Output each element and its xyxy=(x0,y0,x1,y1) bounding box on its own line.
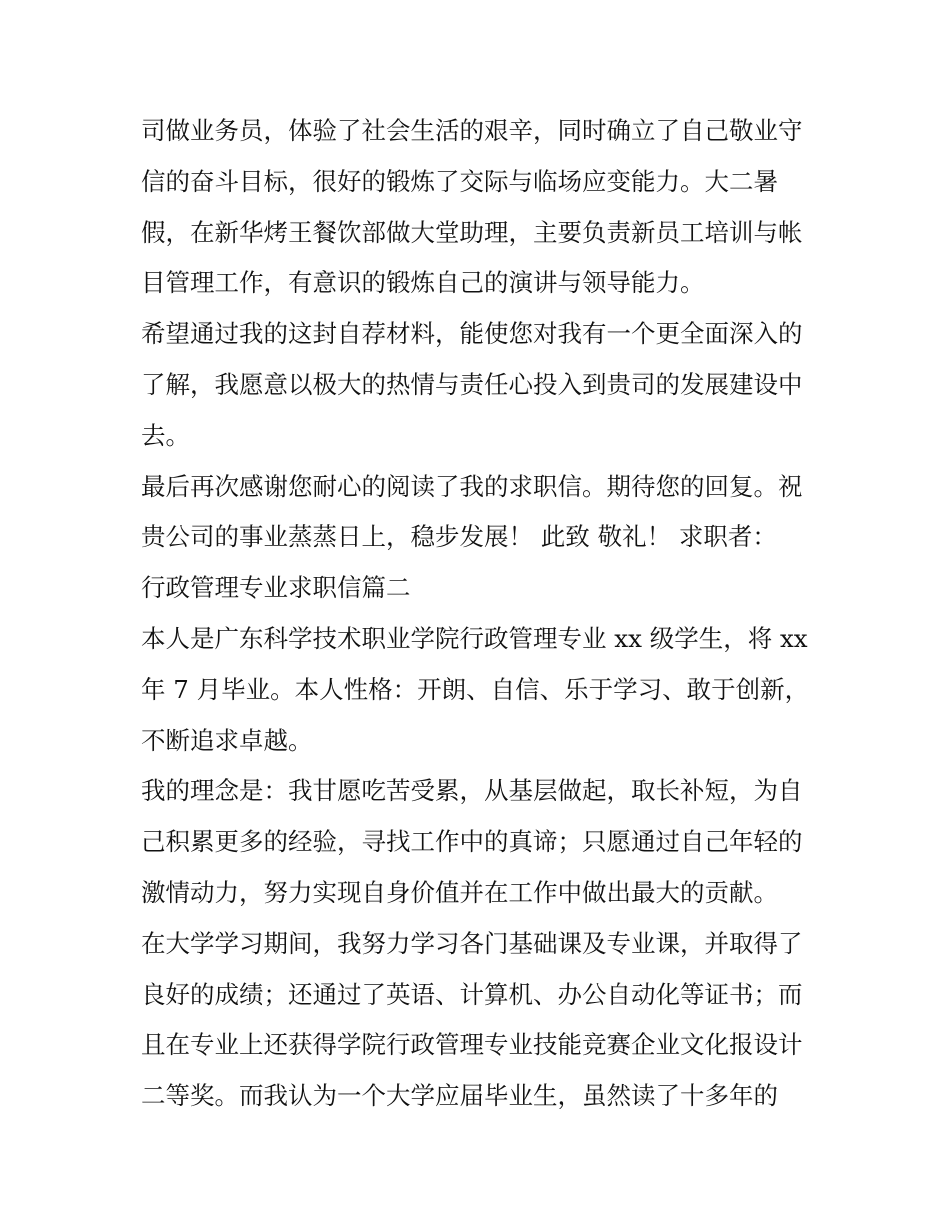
text-line: 希望通过我的这封自荐材料，能使您对我有一个更全面深入的 xyxy=(141,319,803,349)
text-line: 己积累更多的经验，寻找工作中的真谛；只愿通过自己年轻的 xyxy=(141,827,803,857)
text-line: 且在专业上还获得学院行政管理专业技能竞赛企业文化报设计 xyxy=(141,1030,803,1060)
text-line: 二等奖。而我认为一个大学应届毕业生，虽然读了十多年的 xyxy=(141,1081,778,1111)
text-line: 信的奋斗目标，很好的锻炼了交际与临场应变能力。大二暑 xyxy=(141,166,778,196)
text-line: 在大学学习期间，我努力学习各门基础课及专业课，并取得了 xyxy=(141,928,803,958)
document-body xyxy=(141,106,813,1122)
text-line: 贵公司的事业蒸蒸日上，稳步发展！ 此致 敬礼！ 求职者： xyxy=(141,522,777,552)
text-line: 激情动力，努力实现自身价值并在工作中做出最大的贡献。 xyxy=(141,877,778,907)
text-line: 了解，我愿意以极大的热情与责任心投入到贵司的发展建设中 xyxy=(141,369,803,399)
text-line: 目管理工作，有意识的锻炼自己的演讲与领导能力。 xyxy=(141,268,705,298)
text-line: 不断追求卓越。 xyxy=(141,725,313,755)
section-heading: 行政管理专业求职信篇二 xyxy=(141,573,411,603)
text-line: 最后再次感谢您耐心的阅读了我的求职信。期待您的回复。祝 xyxy=(141,471,803,501)
text-line: 司做业务员，体验了社会生活的艰辛，同时确立了自己敬业守 xyxy=(141,116,803,145)
text-line: 年 7 月毕业。本人性格：开朗、自信、乐于学习、敢于创新， xyxy=(141,674,810,704)
text-line: 良好的成绩；还通过了英语、计算机、办公自动化等证书；而 xyxy=(141,979,803,1009)
text-line: 去。 xyxy=(141,420,190,450)
text-line: 我的理念是：我甘愿吃苦受累，从基层做起，取长补短，为自 xyxy=(141,776,803,806)
text-line: 假，在新华烤王餐饮部做大堂助理，主要负责新员工培训与帐 xyxy=(141,217,803,247)
text-line: 本人是广东科学技术职业学院行政管理专业 xx 级学生，将 xx xyxy=(141,623,808,653)
